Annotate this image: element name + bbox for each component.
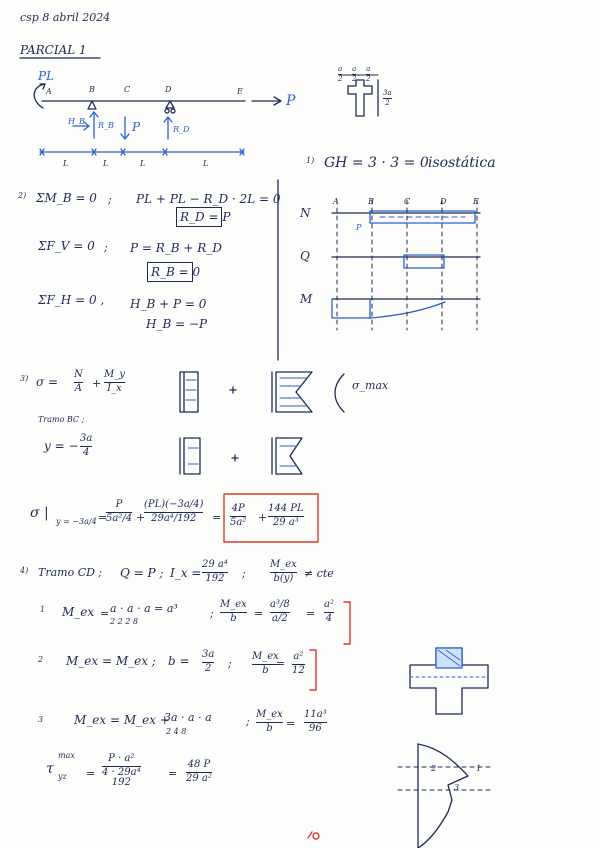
case2-lhs: M_ex = M_ex ; [66, 654, 156, 668]
case3-lhs: M_ex = M_ex + [74, 713, 170, 727]
stress-linear-bottom [272, 438, 302, 474]
sigma-lhs: σ = [36, 375, 59, 389]
case2-b: b = [168, 654, 190, 668]
q-eq: Q = P ; [120, 566, 164, 580]
gh-equation: GH = 3 · 3 = 0 [324, 155, 429, 171]
vertical-eq-expanded: P = R_B + R_D [130, 241, 222, 255]
case3-label: 3 [38, 715, 44, 724]
vertical-eq: ΣF_V = 0 [38, 239, 95, 253]
sigma-eval: σ | [30, 505, 49, 521]
moment-eq-expanded: PL + PL − R_D · 2L = 0 [136, 192, 281, 206]
hb-label: H_B [68, 117, 85, 126]
case1-lhs: M_ex [62, 605, 95, 619]
mex-frac: M_ex b(y) [270, 559, 297, 584]
rd-result: R_D = P [180, 210, 231, 224]
point-a-label: A [46, 87, 52, 96]
diagram-point: A [333, 197, 339, 206]
sigma-max-arc [335, 374, 344, 412]
stress-uniform-top [180, 372, 198, 412]
not-constant: ≠ cte [304, 567, 334, 580]
case3-ratio: M_ex b [256, 709, 283, 734]
horizontal-eq: ΣF_H = 0 , [38, 293, 105, 307]
roller-wheel-icon [171, 109, 175, 113]
diagram-point: E [473, 197, 479, 206]
tramo-cd: Tramo CD ; [38, 566, 103, 579]
case1-label: 1 [40, 605, 46, 614]
tau-sub: yz [58, 772, 67, 781]
part1-label: 1) [306, 156, 315, 165]
part4-label: 4) [20, 566, 29, 575]
sigma-max-label: σ_max [352, 379, 389, 392]
diagram-point: D [440, 197, 447, 206]
y-frac: 3a 4 [80, 433, 93, 458]
moment-eq: ΣM_B = 0 [36, 191, 97, 205]
result1-frac: 4P 5a² [230, 503, 247, 528]
case1-result: a² 4 [324, 599, 334, 624]
point-c-label: C [124, 85, 131, 94]
dist-label: 2 [431, 764, 437, 773]
ix-frac: 29 a⁴ 192 [202, 559, 228, 584]
dim-frac: a 2 [338, 65, 343, 84]
date-text: csp 8 abril 2024 [20, 11, 111, 24]
m-label: M [300, 292, 313, 306]
case3-terms: 3a · a · a [164, 711, 212, 724]
tau-sup: max [58, 751, 75, 760]
case1-ratio: M_ex b [220, 599, 247, 624]
span-label: L [203, 159, 209, 168]
case1-ratio-value: a³/8 a/2 [270, 599, 290, 624]
result-bracket-1 [344, 602, 350, 644]
case2-label: 2 [38, 655, 44, 664]
diagram-point: B [368, 197, 374, 206]
moment-label: PL [38, 69, 55, 83]
rd-label: R_D [173, 125, 190, 134]
tau-frac: P · a² 4 · 29a⁴ 192 [102, 753, 141, 788]
n-label: N [300, 206, 311, 220]
case2-b-frac: 3a 2 [202, 649, 215, 674]
tau-result: 48 P 29 a² [186, 759, 212, 784]
case1-dens: 2 2 2 8 [110, 617, 138, 626]
diagram-point: C [404, 197, 411, 206]
result-bracket-2 [310, 650, 316, 690]
case3-dens: 2 4 8 [166, 727, 187, 736]
term2-frac: (PL)(−3a/4) 29a⁴/192 [144, 499, 204, 524]
force-label: P [286, 93, 296, 109]
roller-wheel-icon [165, 109, 169, 113]
point-b-label: B [89, 85, 95, 94]
dim-frac: a 2 [366, 65, 371, 84]
m-diagram-rect [332, 299, 370, 318]
ix-eq: I_x = [170, 566, 202, 580]
case3-result: 11a³ 96 [304, 709, 327, 734]
n-value: P [356, 223, 362, 232]
dist-label: 1 [476, 764, 482, 773]
case1-terms: a · a · a = a³ [110, 602, 178, 615]
term1-frac: P 5a²/4 [106, 499, 133, 524]
stress-uniform-bottom [180, 438, 200, 474]
isostatic-word: isostática [428, 155, 496, 171]
span-label: L [103, 159, 109, 168]
cross-section-small [348, 80, 372, 116]
q-label: Q [300, 249, 310, 263]
y-eq: y = − [44, 439, 79, 453]
notebook-page: csp 8 abril 2024 PARCIAL 1 PL A B C D E P H_B R_B P R_D L L L L a 2 a 2 a 2 3a 2 1) GH = 3 · 3 = 0 isostática 2) ΣM_B = 0 ; PL + PL − R_D · 2L = 0 R_D = P ΣF_V = 0 ; P = R_B + R_D R_B = 0 ΣF_H = 0 , H_B + P = 0 H_B = −P A B C D E N Q M P 3) σ = N A + M_y I_x σ_max Tramo BC ; y = − 3a 4 σ | y = −3a/4 = P 5a²/4 + (PL)(−3a/4) 29a⁴/192 = 4P 5a² + 144 PL 29 a³ 4) Tramo CD ; Q = P ; I_x = 29 a⁴ 192 ; M_ex b(y) ≠ cte 1 M_ex = a · a · a = a³ 2 2 2 8 ; M_ex b = a³/8 a/2 = a² 4 2 M_ex = M_ex ; b = 3a 2 ; M_ex b = a² 12 3 M_ex = M_ex + 3a · a · a 2 4 8 ; M_ex b = 11a³ 96 τ yz max = P · a² 4 · 29a⁴ 192 = 48 P 29 a² 2 1 3 [0, 0, 600, 848]
horizontal-eq-expanded: H_B + P = 0 [130, 297, 207, 311]
roller-support-icon [166, 101, 174, 108]
shear-distribution-curve [418, 744, 468, 848]
span-label: L [63, 159, 69, 168]
dim-frac: a 2 [352, 65, 357, 84]
sigma-eval-sub: y = −3a/4 [56, 517, 97, 526]
page-title: PARCIAL 1 [20, 43, 87, 57]
hb-result: H_B = −P [146, 317, 208, 331]
p-label: P [132, 120, 141, 134]
case2-ratio: M_ex b [252, 651, 279, 676]
part2-label: 2) [18, 191, 27, 200]
rb-label: R_B [98, 121, 114, 130]
dim-frac: 3a 2 [383, 89, 392, 108]
tau-symbol: τ [46, 761, 54, 777]
tramo-bc: Tramo BC ; [38, 415, 85, 424]
point-e-label: E [237, 87, 243, 96]
point-d-label: D [165, 85, 172, 94]
pin-support-icon [88, 101, 96, 109]
dist-label: 3 [454, 783, 460, 792]
span-label: L [140, 159, 146, 168]
case2-result: a² 12 [292, 651, 305, 676]
m-over-i: M_y I_x [104, 369, 125, 394]
result2-frac: 144 PL 29 a³ [268, 503, 304, 528]
n-over-a: N A [74, 369, 83, 394]
rb-result: R_B = 0 [151, 265, 201, 279]
part3-label: 3) [20, 374, 29, 383]
